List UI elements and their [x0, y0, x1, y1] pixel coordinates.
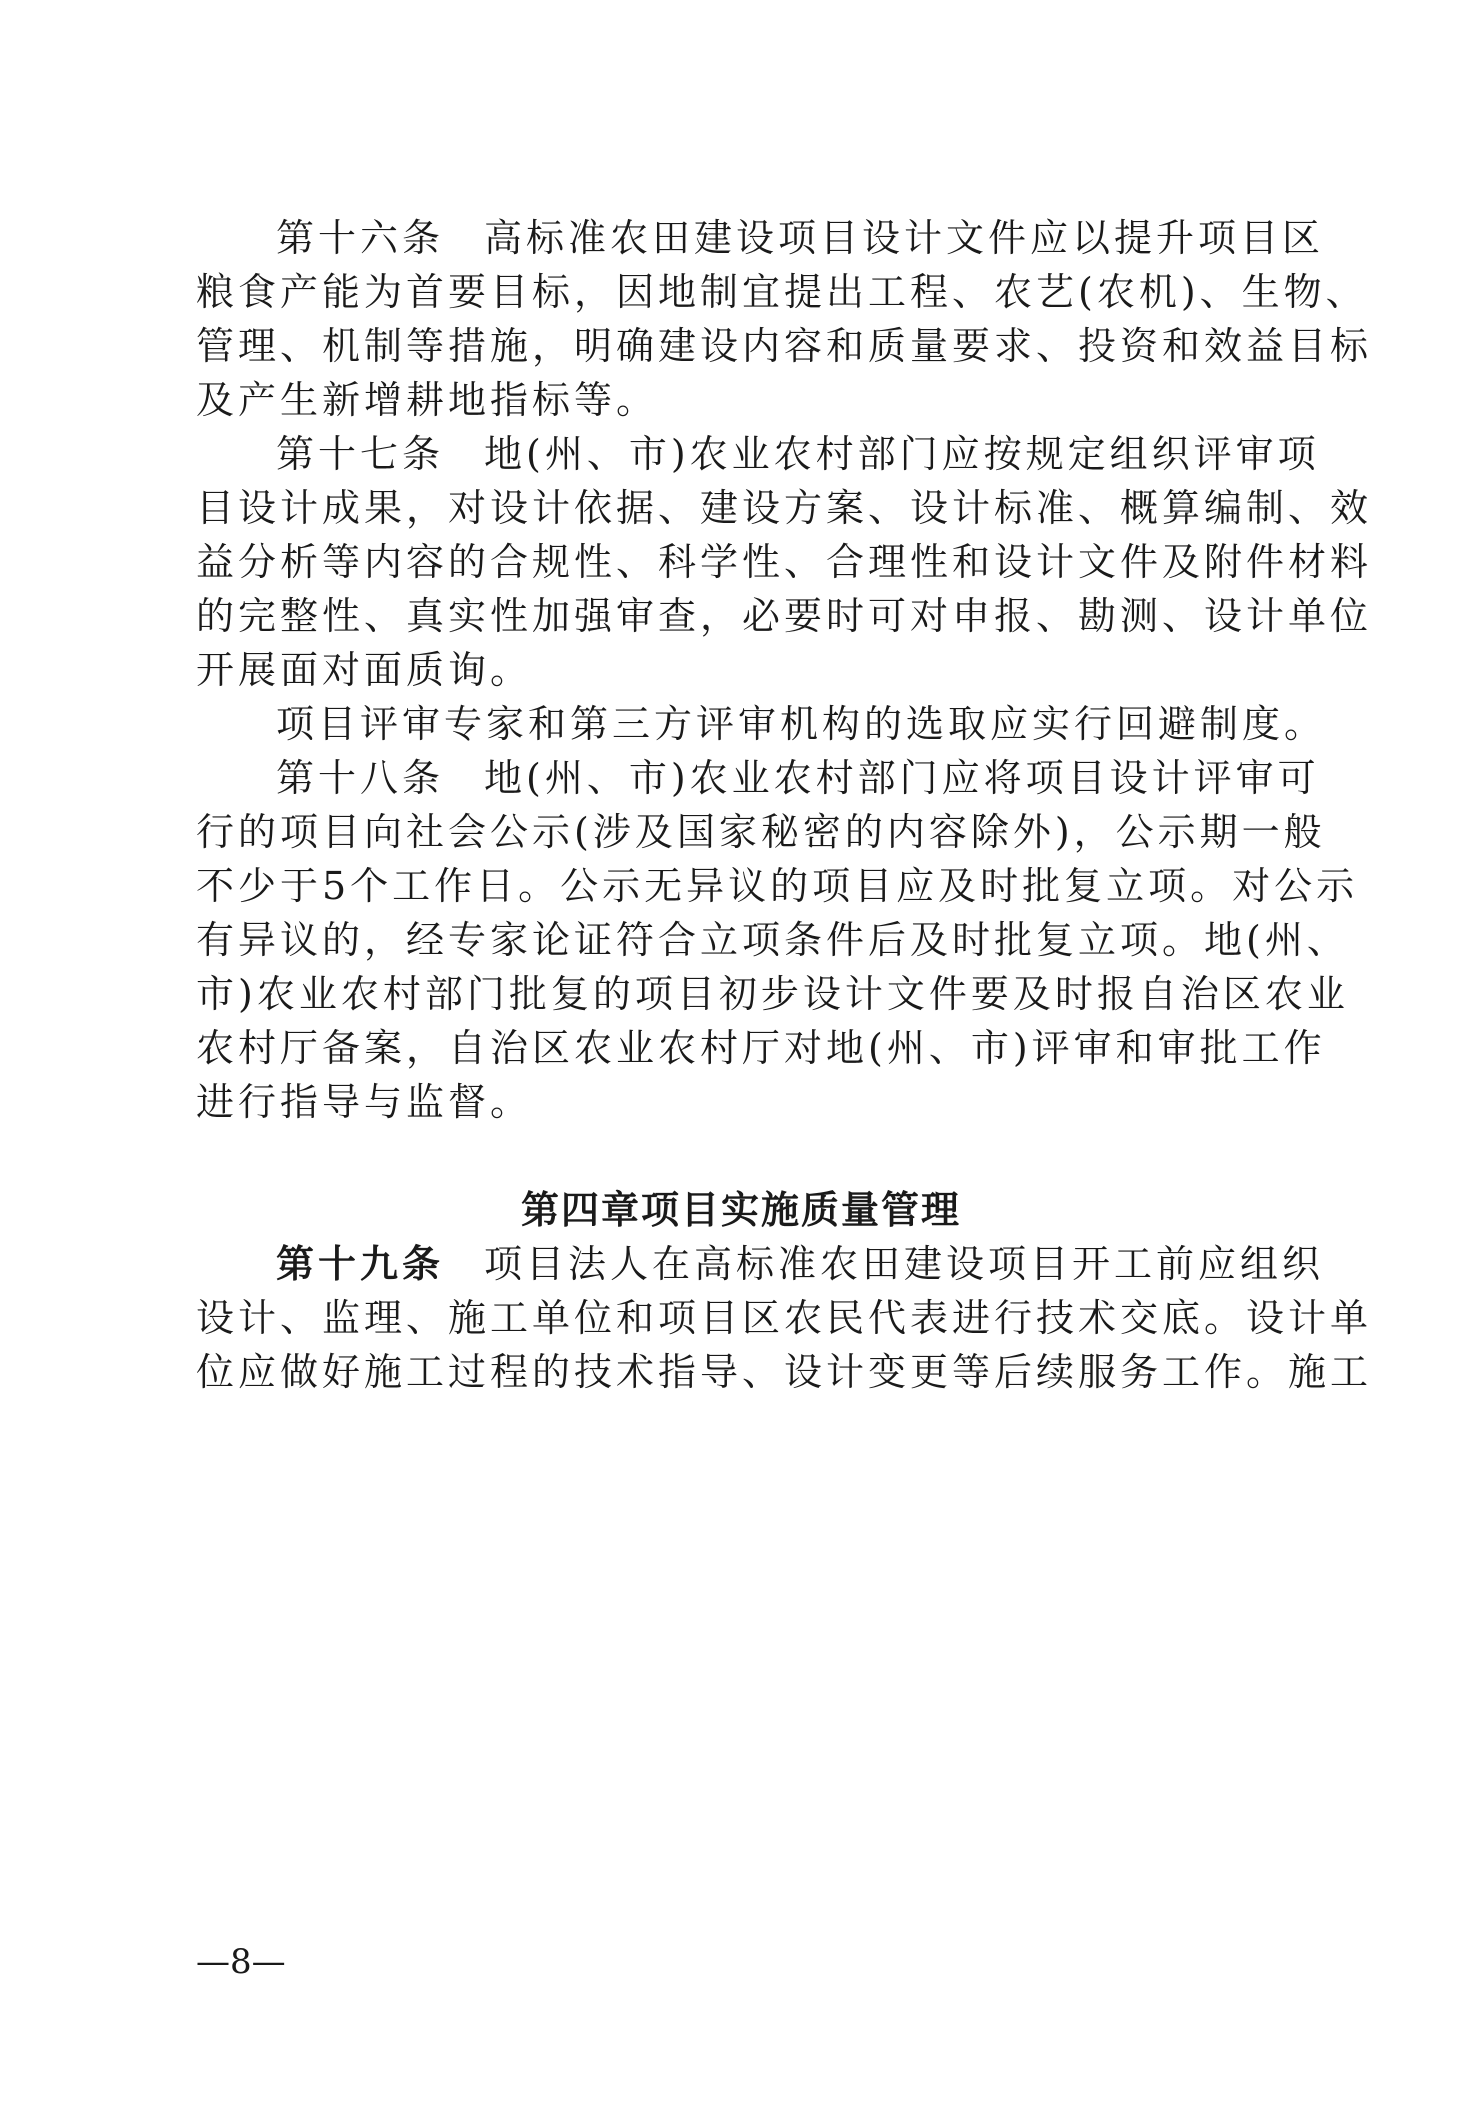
article-17-extra-paragraph: 项目评审专家和第三方评审机构的选取应实行回避制度。 [276, 702, 1327, 746]
article-16-first-line [276, 214, 1324, 262]
article-18-line-4: 有异议的，经专家论证符合立项条件后及时批复立项。地(州、 [196, 918, 1349, 962]
article-17-first-line [276, 430, 1320, 478]
article-18-line-3: 不少于5个工作日。公示无异议的项目应及时批复立项。对公示 [196, 864, 1359, 908]
article-17-line-1: 地(州、市)农业农村部门应按规定组织评审项 [484, 432, 1320, 476]
article-19-label: 第十九条 [276, 1242, 445, 1286]
article-18-line-2: 行的项目向社会公示(涉及国家秘密的内容除外)，公示期一般 [196, 810, 1326, 854]
article-19-line-2: 设计、监理、施工单位和项目区农民代表进行技术交底。设计单 [196, 1296, 1373, 1340]
article-18-line-6: 农村厅备案，自治区农业农村厅对地(州、市)评审和审批工作 [196, 1026, 1326, 1070]
article-17-line-2: 目设计成果，对设计依据、建设方案、设计标准、概算编制、效 [196, 486, 1373, 530]
article-17-label: 第十七条 [276, 432, 445, 476]
article-19-first-line [276, 1240, 1324, 1288]
article-18-label: 第十八条 [276, 756, 445, 800]
article-16-line-4: 及产生新增耕地指标等。 [196, 378, 659, 422]
article-17-line-3: 益分析等内容的合规性、科学性、合理性和设计文件及附件材料 [196, 540, 1373, 584]
article-19-line-1: 项目法人在高标准农田建设项目开工前应组织 [484, 1242, 1325, 1286]
article-17-line-5: 开展面对面质询。 [196, 648, 533, 692]
article-18-first-line [276, 754, 1320, 802]
article-18-line-5: 市)农业农村部门批复的项目初步设计文件要及时报自治区农业 [196, 972, 1349, 1016]
page-number: —8— [196, 1942, 286, 1982]
article-18-line-1: 地(州、市)农业农村部门应将项目设计评审可 [484, 756, 1320, 800]
article-16-label: 第十六条 [276, 216, 445, 260]
article-18-line-7: 进行指导与监督。 [196, 1080, 533, 1124]
article-16-line-1: 高标准农田建设项目设计文件应以提升项目区 [484, 216, 1325, 260]
chapter-4-heading: 第四章项目实施质量管理 [520, 1188, 961, 1232]
article-17-line-4: 的完整性、真实性加强审查，必要时可对申报、勘测、设计单位 [196, 594, 1373, 638]
article-16-line-3: 管理、机制等措施，明确建设内容和质量要求、投资和效益目标 [196, 324, 1373, 368]
article-19-line-3: 位应做好施工过程的技术指导、设计变更等后续服务工作。施工 [196, 1350, 1373, 1394]
article-16-line-2: 粮食产能为首要目标，因地制宜提出工程、农艺(农机)、生物、 [196, 270, 1368, 314]
